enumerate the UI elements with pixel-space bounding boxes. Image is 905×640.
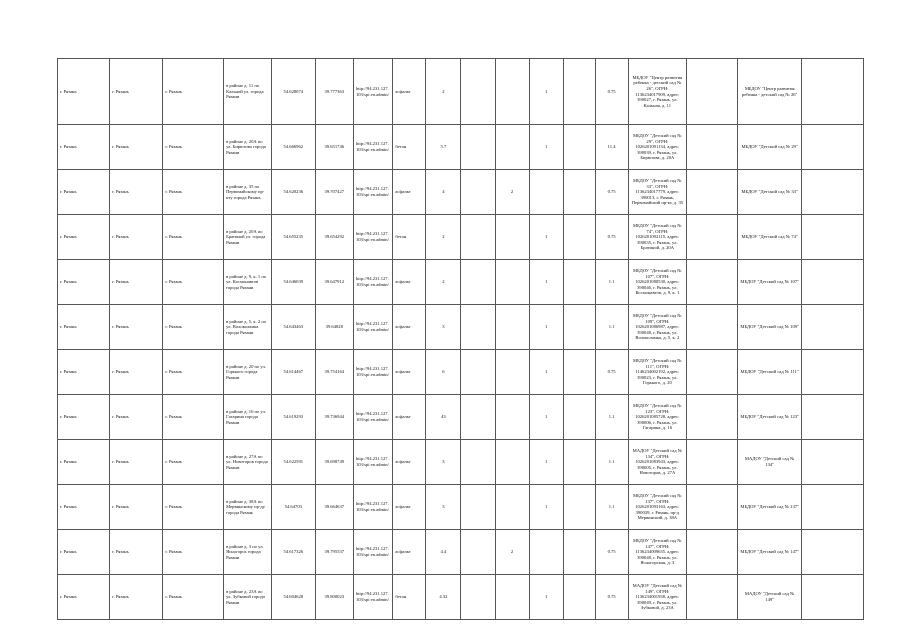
table-row: [58, 575, 864, 620]
surface-cell: асфальт: [393, 350, 426, 395]
owner-cell: МБДОУ "Детский сад № 123", ОГРН: 1026201085728, адрес: 390006, г. Рязань, ул. Гагарина, д. 16: [628, 395, 687, 440]
map-link-cell: http://94.231.127.103/spi en.admin/: [353, 440, 392, 485]
count-cell-3: 1: [529, 125, 563, 170]
surface-cell: асфальт: [393, 530, 426, 575]
map-link-cell: http://94.231.127.103/spi en.admin/: [353, 125, 392, 170]
region-cell: г. Рязань: [58, 125, 110, 170]
empty-cell: [802, 485, 864, 530]
longitude-cell: 39.795537: [315, 530, 353, 575]
empty-cell: [802, 215, 864, 260]
count-cell-2: [495, 305, 529, 350]
empty-cell: [802, 575, 864, 620]
volume-cell: 0.75: [595, 215, 628, 260]
area-cell: 4: [426, 170, 461, 215]
latitude-cell: 54.617326: [271, 530, 315, 575]
district-cell: г. Рязань: [110, 215, 163, 260]
surface-cell: асфальт: [393, 170, 426, 215]
city-cell: г. Рязань: [163, 305, 224, 350]
empty-cell: [802, 395, 864, 440]
empty-cell: [687, 530, 738, 575]
count-cell-2: [495, 440, 529, 485]
latitude-cell: 54.64703: [271, 485, 315, 530]
longitude-cell: 39.654292: [315, 215, 353, 260]
empty-cell: [687, 575, 738, 620]
table-row: [58, 440, 864, 485]
volume-cell: 0.75: [595, 530, 628, 575]
count-cell-1: [461, 575, 495, 620]
address-cell: в районе д. 20 по ул. Горького города Рязани: [224, 350, 272, 395]
district-cell: г. Рязань: [110, 125, 163, 170]
owner-cell: МБДОУ "Детский сад № 147", ОГРН: 1136234009635, адрес: 390048, г. Рязань, ул. Ясногорская, д. 3: [628, 530, 687, 575]
map-link-cell: http://94.231.127.103/spi en.admin/: [353, 305, 392, 350]
address-cell: в районе д. 20А по ул. Бирюзова города Рязани: [224, 125, 272, 170]
table-row: [58, 59, 864, 125]
count-cell-1: [461, 260, 495, 305]
owner-cell: МБДОУ "Центр развития ребенка - детский сад № 26", ОГРН: 1136234017909, адрес: 390027, г. Рязань, ул. Кальная, д. 11: [628, 59, 687, 125]
district-cell: г. Рязань: [110, 485, 163, 530]
count-cell-2: [495, 485, 529, 530]
empty-cell: [802, 59, 864, 125]
surface-cell: бетон: [393, 215, 426, 260]
table-row: [58, 485, 864, 530]
empty-cell: [687, 215, 738, 260]
address-cell: в районе д. 23А по ул. Зубковой города Рязани: [224, 575, 272, 620]
table-row: [58, 395, 864, 440]
region-cell: г. Рязань: [58, 485, 110, 530]
object-name-cell: МБДОУ "Детский сад № 111": [738, 350, 802, 395]
district-cell: г. Рязань: [110, 305, 163, 350]
longitude-cell: 39.800023: [315, 575, 353, 620]
region-cell: г. Рязань: [58, 440, 110, 485]
address-cell: в районе д. 38А по Мервинскому пр-ду города Рязань: [224, 485, 272, 530]
empty-cell: [563, 575, 595, 620]
count-cell-3: 1: [529, 440, 563, 485]
address-cell: в районе д. 20А по Братиной ул. города Рязани: [224, 215, 272, 260]
area-cell: 3: [426, 440, 461, 485]
empty-cell: [687, 59, 738, 125]
area-cell: 2: [426, 260, 461, 305]
map-link-cell: http://94.231.127.103/spi en.admin/: [353, 215, 392, 260]
volume-cell: 1.1: [595, 440, 628, 485]
longitude-cell: 39.64828: [315, 305, 353, 350]
table-row: [58, 170, 864, 215]
object-name-cell: МБДОУ "Детский сад № 147": [738, 530, 802, 575]
latitude-cell: 54.620236: [271, 170, 315, 215]
count-cell-1: [461, 305, 495, 350]
city-cell: г. Рязань: [163, 350, 224, 395]
owner-cell: МБДОУ "Детский сад № 29", ОГРН: 1026201091134, адрес: 390039, г. Рязань, ул. Бирюзова, д. 20А: [628, 125, 687, 170]
map-link-cell: http://94.231.127.103/spi en.admin/: [353, 575, 392, 620]
district-cell: г. Рязань: [110, 395, 163, 440]
area-cell: 43: [426, 395, 461, 440]
map-link-cell: http://94.231.127.103/spi en.admin/: [353, 395, 392, 440]
count-cell-2: [495, 125, 529, 170]
latitude-cell: 54.619293: [271, 395, 315, 440]
object-name-cell: МБДОУ "Детский сад № 33": [738, 170, 802, 215]
surface-cell: асфальт: [393, 485, 426, 530]
count-cell-1: [461, 395, 495, 440]
address-cell: в районе д. 35 по Первомайскому пр-кту города Рязань: [224, 170, 272, 215]
address-cell: в районе д. 9, к. 1 по ул. Космонавтов города Рязани: [224, 260, 272, 305]
register-table: [57, 58, 864, 620]
longitude-cell: 39.707427: [315, 170, 353, 215]
table-row: [58, 350, 864, 395]
owner-cell: МБДОУ "Детский сад № 107", ОГРН: 1026201080530, адрес: 390046, г. Рязань, ул. Космонавтов, д. 9, к. 1: [628, 260, 687, 305]
district-cell: г. Рязань: [110, 350, 163, 395]
table-row: [58, 530, 864, 575]
count-cell-2: [495, 215, 529, 260]
volume-cell: 11.4: [595, 125, 628, 170]
count-cell-1: [461, 59, 495, 125]
latitude-cell: 54.604628: [271, 575, 315, 620]
city-cell: г. Рязань: [163, 395, 224, 440]
district-cell: г. Рязань: [110, 59, 163, 125]
volume-cell: 0.75: [595, 170, 628, 215]
count-cell-1: [461, 170, 495, 215]
region-cell: г. Рязань: [58, 170, 110, 215]
empty-cell: [563, 59, 595, 125]
longitude-cell: 39.651746: [315, 125, 353, 170]
count-cell-2: [495, 575, 529, 620]
volume-cell: 0.75: [595, 59, 628, 125]
empty-cell: [563, 215, 595, 260]
district-cell: г. Рязань: [110, 260, 163, 305]
empty-cell: [802, 170, 864, 215]
owner-cell: МБДОУ "Детский сад № 74", ОГРН: 1026201092115, адрес: 390035, г. Рязань, ул. Братиной, д. 20А: [628, 215, 687, 260]
volume-cell: 0.75: [595, 575, 628, 620]
count-cell-3: 1: [529, 215, 563, 260]
latitude-cell: 54.622591: [271, 440, 315, 485]
owner-cell: МБДОУ "Детский сад № 33", ОГРН: 1136234017779, адрес: 390013, г. Рязань, Первомайский пр-кт, д. 35: [628, 170, 687, 215]
count-cell-3: 1: [529, 350, 563, 395]
owner-cell: МАДОУ "Детский сад № 134", ОГРН: 1026201083943, адрес: 390005, г. Рязань, ул. Новоторов, д. 27А: [628, 440, 687, 485]
empty-cell: [802, 260, 864, 305]
region-cell: г. Рязань: [58, 215, 110, 260]
owner-cell: МБДОУ "Детский сад № 137", ОГРН: 1026201093163, адрес: 390039, г. Рязань, пр-д Мервинский, д. 38А: [628, 485, 687, 530]
count-cell-1: [461, 440, 495, 485]
volume-cell: 1.1: [595, 395, 628, 440]
empty-cell: [687, 440, 738, 485]
count-cell-3: [529, 530, 563, 575]
empty-cell: [802, 305, 864, 350]
count-cell-1: [461, 350, 495, 395]
map-link-cell: http://94.231.127.103/spi en.admin/: [353, 59, 392, 125]
empty-cell: [563, 350, 595, 395]
table-row: [58, 215, 864, 260]
address-cell: в районе д. 5, к. 2 по ул. Волоколамка города Рязани: [224, 305, 272, 350]
surface-cell: асфальт: [393, 59, 426, 125]
city-cell: г. Рязань: [163, 260, 224, 305]
region-cell: г. Рязань: [58, 305, 110, 350]
empty-cell: [563, 530, 595, 575]
count-cell-3: 1: [529, 575, 563, 620]
city-cell: г. Рязань: [163, 125, 224, 170]
volume-cell: 1.1: [595, 260, 628, 305]
table-row: [58, 305, 864, 350]
empty-cell: [563, 125, 595, 170]
empty-cell: [802, 530, 864, 575]
city-cell: г. Рязань: [163, 575, 224, 620]
volume-cell: 1.1: [595, 485, 628, 530]
empty-cell: [563, 305, 595, 350]
object-name-cell: МБДОУ "Центр развития ребенка - детский сад № 26": [738, 59, 802, 125]
empty-cell: [802, 125, 864, 170]
owner-cell: МАДОУ "Детский сад № 149", ОГРН: 1136234001938, адрес: 390049, г. Рязань, ул. Зубковой, д. 23А: [628, 575, 687, 620]
district-cell: г. Рязань: [110, 575, 163, 620]
empty-cell: [563, 440, 595, 485]
empty-cell: [802, 440, 864, 485]
surface-cell: бетон: [393, 125, 426, 170]
count-cell-1: [461, 485, 495, 530]
object-name-cell: МАДОУ "Детский сад № 149": [738, 575, 802, 620]
map-link-cell: http://94.231.127.103/spi en.admin/: [353, 170, 392, 215]
empty-cell: [563, 260, 595, 305]
count-cell-3: 1: [529, 395, 563, 440]
region-cell: г. Рязань: [58, 575, 110, 620]
district-cell: г. Рязань: [110, 440, 163, 485]
count-cell-1: [461, 530, 495, 575]
area-cell: 2: [426, 59, 461, 125]
map-link-cell: http://94.231.127.103/spi en.admin/: [353, 260, 392, 305]
empty-cell: [563, 485, 595, 530]
register-table-body: [58, 59, 864, 620]
latitude-cell: 54.614467: [271, 350, 315, 395]
region-cell: г. Рязань: [58, 530, 110, 575]
area-cell: 4.32: [426, 575, 461, 620]
district-cell: г. Рязань: [110, 170, 163, 215]
city-cell: г. Рязань: [163, 59, 224, 125]
map-link-cell: http://94.231.127.103/spi en.admin/: [353, 350, 392, 395]
count-cell-3: [529, 170, 563, 215]
latitude-cell: 54.643463: [271, 305, 315, 350]
longitude-cell: 39.698749: [315, 440, 353, 485]
region-cell: г. Рязань: [58, 260, 110, 305]
count-cell-3: 1: [529, 59, 563, 125]
count-cell-3: 1: [529, 260, 563, 305]
district-cell: г. Рязань: [110, 530, 163, 575]
empty-cell: [687, 350, 738, 395]
volume-cell: 1.1: [595, 305, 628, 350]
longitude-cell: 39.754164: [315, 350, 353, 395]
object-name-cell: МБДОУ "Детский сад № 107": [738, 260, 802, 305]
empty-cell: [687, 170, 738, 215]
empty-cell: [687, 305, 738, 350]
object-name-cell: МБДОУ "Детский сад № 109": [738, 305, 802, 350]
object-name-cell: МБДОУ "Детский сад № 137": [738, 485, 802, 530]
address-cell: в районе д. 3 по ул. Ясногорск города Рязани: [224, 530, 272, 575]
area-cell: 5.7: [426, 125, 461, 170]
area-cell: 6: [426, 350, 461, 395]
region-cell: г. Рязань: [58, 59, 110, 125]
area-cell: 3: [426, 305, 461, 350]
surface-cell: асфальт: [393, 395, 426, 440]
area-cell: 4.4: [426, 530, 461, 575]
city-cell: г. Рязань: [163, 215, 224, 260]
latitude-cell: 54.646039: [271, 260, 315, 305]
city-cell: г. Рязань: [163, 485, 224, 530]
surface-cell: асфальт: [393, 260, 426, 305]
longitude-cell: 39.647912: [315, 260, 353, 305]
latitude-cell: 54.666962: [271, 125, 315, 170]
map-link-cell: http://94.231.127.103/spi en.admin/: [353, 530, 392, 575]
empty-cell: [802, 350, 864, 395]
empty-cell: [687, 395, 738, 440]
table-row: [58, 260, 864, 305]
city-cell: г. Рязань: [163, 530, 224, 575]
surface-cell: асфальт: [393, 305, 426, 350]
empty-cell: [563, 395, 595, 440]
area-cell: 3: [426, 485, 461, 530]
city-cell: г. Рязань: [163, 440, 224, 485]
count-cell-3: 1: [529, 485, 563, 530]
count-cell-2: [495, 350, 529, 395]
longitude-cell: 39.736944: [315, 395, 353, 440]
object-name-cell: МБДОУ "Детский сад № 29": [738, 125, 802, 170]
surface-cell: бетон: [393, 575, 426, 620]
count-cell-2: [495, 260, 529, 305]
volume-cell: 0.75: [595, 350, 628, 395]
area-cell: 2: [426, 215, 461, 260]
latitude-cell: 54.628074: [271, 59, 315, 125]
empty-cell: [687, 125, 738, 170]
region-cell: г. Рязань: [58, 395, 110, 440]
count-cell-2: 2: [495, 170, 529, 215]
map-link-cell: http://94.231.127.103/spi en.admin/: [353, 485, 392, 530]
latitude-cell: 54.655235: [271, 215, 315, 260]
count-cell-2: [495, 395, 529, 440]
count-cell-2: [495, 59, 529, 125]
empty-cell: [687, 260, 738, 305]
city-cell: г. Рязань: [163, 170, 224, 215]
empty-cell: [563, 170, 595, 215]
surface-cell: асфальт: [393, 440, 426, 485]
count-cell-1: [461, 215, 495, 260]
object-name-cell: МБДОУ "Детский сад № 74": [738, 215, 802, 260]
table-row: [58, 125, 864, 170]
address-cell: в районе д. 11 по Кальной ул. города Рязани: [224, 59, 272, 125]
owner-cell: МБДОУ "Детский сад № 109", ОГРН: 1026201086987, адрес: 390048, г. Рязань, ул. Волоколамка, д. 5, к. 2: [628, 305, 687, 350]
longitude-cell: 39.777363: [315, 59, 353, 125]
owner-cell: МБДОУ "Детский сад № 111", ОГРН: 1146234002192, адрес: 390023, г. Рязань, ул. Горького, д. 20: [628, 350, 687, 395]
count-cell-2: 2: [495, 530, 529, 575]
empty-cell: [687, 485, 738, 530]
count-cell-1: [461, 125, 495, 170]
count-cell-3: 1: [529, 305, 563, 350]
address-cell: в районе д. 16 по ул. Гагарина города Рязани: [224, 395, 272, 440]
address-cell: в районе д. 27А по ул. Новоторов города Рязани: [224, 440, 272, 485]
region-cell: г. Рязань: [58, 350, 110, 395]
longitude-cell: 39.664637: [315, 485, 353, 530]
object-name-cell: МАДОУ "Детский сад № 134": [738, 440, 802, 485]
object-name-cell: МБДОУ "Детский сад № 123": [738, 395, 802, 440]
